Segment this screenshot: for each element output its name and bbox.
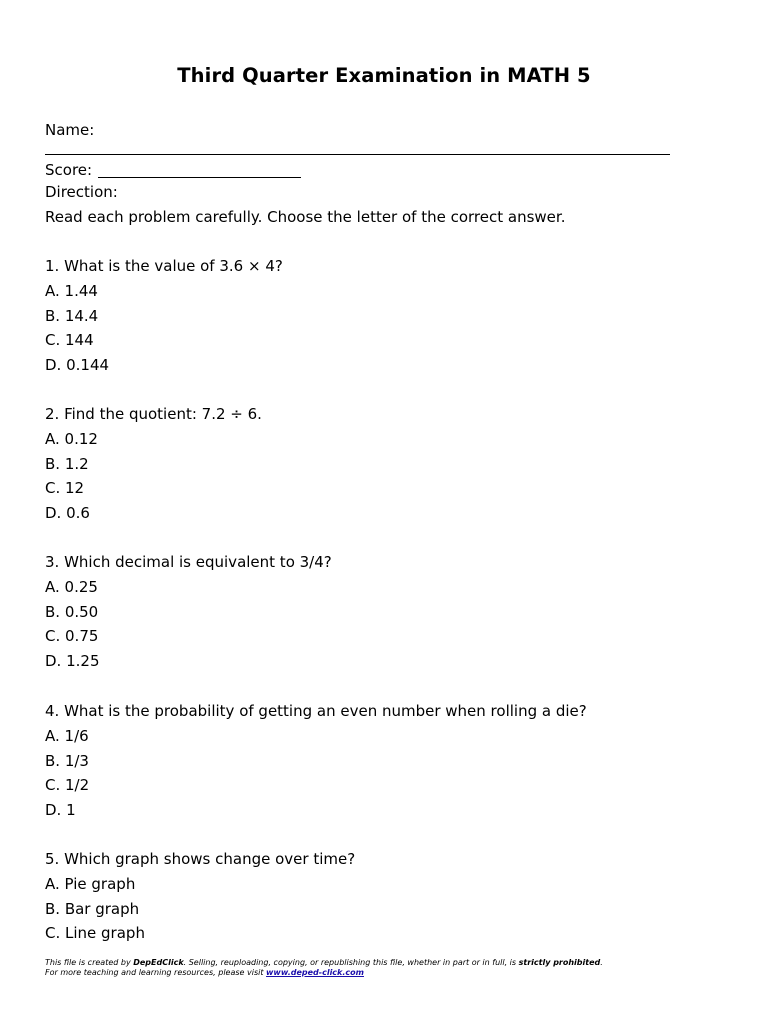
footer-text: . — [600, 958, 603, 967]
footer-text: For more teaching and learning resources, please visit — [45, 967, 267, 977]
footer-emphasis: strictly prohibited — [518, 958, 601, 967]
choice-c: C. 12 — [45, 479, 85, 498]
question-5 — [45, 849, 355, 948]
score-row — [45, 160, 92, 180]
choice-c: C. Line graph — [45, 924, 145, 943]
question-4 — [45, 701, 587, 825]
choice-d: D. 0.144 — [45, 356, 110, 375]
choice-b: B. 1.2 — [45, 454, 89, 473]
choice-d: D. 0.6 — [45, 504, 90, 523]
question-stem: 4. What is the probability of getting an even number when rolling a die? — [45, 702, 587, 720]
name-blank-line — [45, 154, 670, 155]
question-stem: 3. Which decimal is equivalent to 3/4? — [45, 553, 332, 571]
score-label: Score: — [45, 161, 93, 179]
choice-b: B. 14.4 — [45, 306, 99, 325]
footer-website-link[interactable]: www.deped-click.com — [266, 967, 364, 977]
question-3 — [45, 552, 332, 676]
choice-d: D. 1 — [45, 801, 76, 820]
choice-b: B. 0.50 — [45, 602, 99, 621]
choice-b: B. 1/3 — [45, 751, 89, 770]
choice-c: C. 1/2 — [45, 776, 90, 795]
question-2 — [45, 404, 262, 528]
name-label: Name: — [45, 121, 95, 139]
choice-d: D. 1.25 — [45, 652, 100, 671]
footer-text: This file is created by — [45, 958, 134, 967]
question-stem: 2. Find the quotient: 7.2 ÷ 6. — [45, 405, 262, 423]
choice-a: A. 0.12 — [45, 429, 98, 448]
footer-brand: DepEdClick — [133, 958, 184, 967]
choice-a: A. 1/6 — [45, 726, 89, 745]
footer-text: . Selling, reuploading, copying, or republishing this file, whether in part or in full, is — [183, 958, 519, 967]
footer-notice — [45, 958, 603, 977]
instructions-text: Read each problem carefully. Choose the letter of the correct answer. — [45, 208, 566, 226]
question-1 — [45, 256, 283, 380]
question-stem: 1. What is the value of 3.6 × 4? — [45, 257, 283, 275]
choice-c: C. 0.75 — [45, 627, 99, 646]
footer-line-1 — [45, 958, 603, 968]
question-stem: 5. Which graph shows change over time? — [45, 850, 356, 868]
exam-title: Third Quarter Examination in MATH 5 — [177, 64, 591, 87]
choice-a: A. 0.25 — [45, 577, 98, 596]
score-blank-line — [98, 177, 301, 178]
choice-b: B. Bar graph — [45, 899, 140, 918]
choice-a: A. Pie graph — [45, 874, 136, 893]
footer-line-2 — [45, 968, 603, 978]
choice-a: A. 1.44 — [45, 281, 98, 300]
direction-label: Direction: — [45, 183, 118, 201]
choice-c: C. 144 — [45, 331, 94, 350]
